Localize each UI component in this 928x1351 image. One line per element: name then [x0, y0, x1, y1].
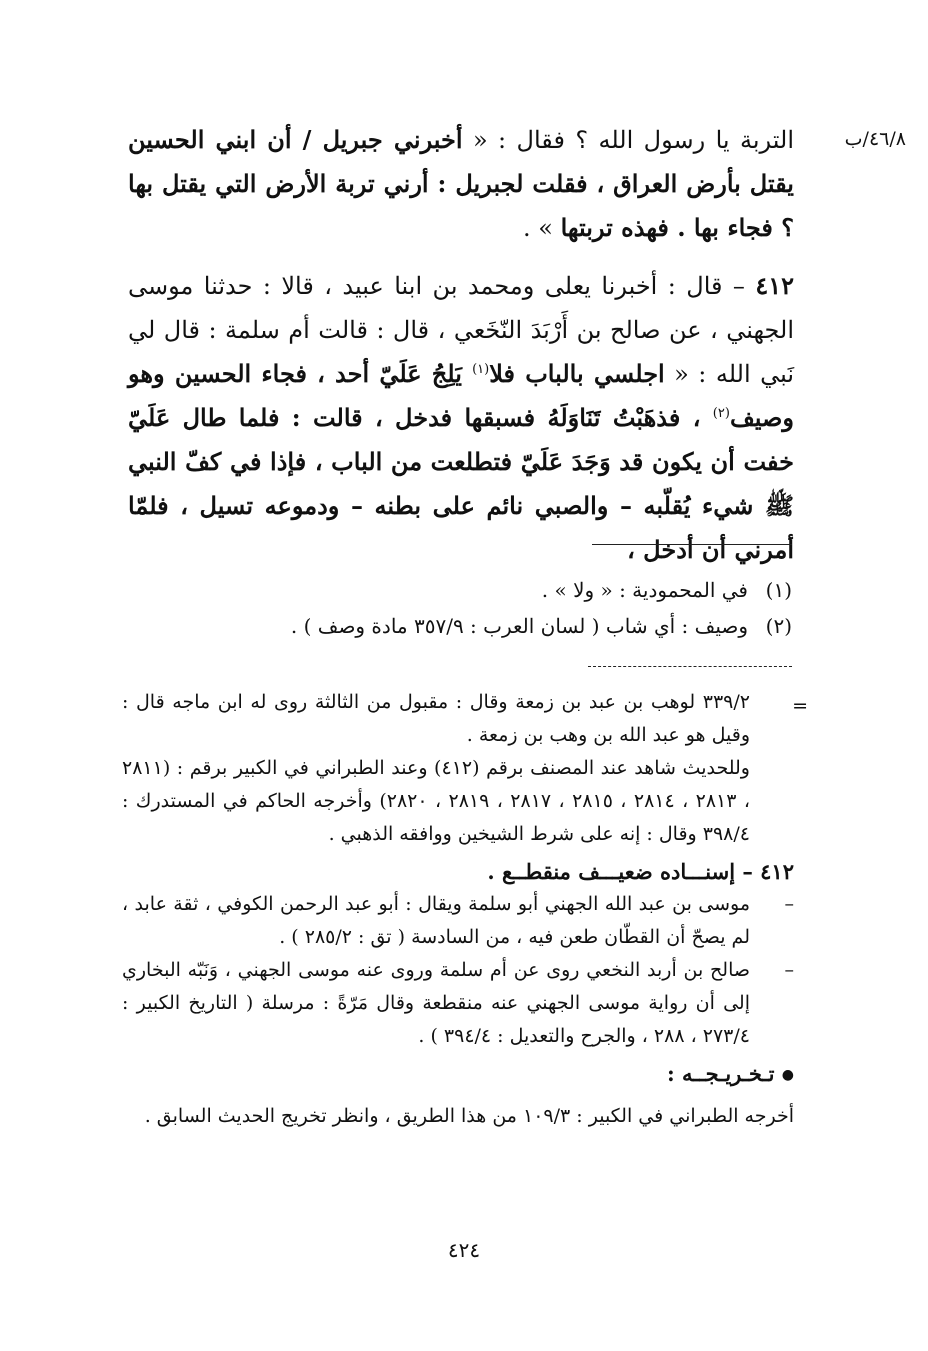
hadith-matn-part2: يَلِجُ عَلَيّ أحد ، فجاء الحسين وهو وصيف: [128, 359, 794, 432]
main-text: [128, 118, 794, 572]
notes-separator: [588, 666, 792, 667]
narrator-note-1-text: موسى بن عبد الله الجهني أبو سلمة ويقال : أبو عبد الرحمن الكوفي ، ثقة عابد ، لم يصحّ أن القطّان طعن فيه ، من السادسة ( تق : ٢٨٥/٢ ) .: [122, 893, 750, 948]
footnote-1: [200, 572, 792, 608]
hadith-isnad: – قال : أخبرنا يعلى ومحمد بن ابنا عبيد ، قالا : حدثنا موسى الجهني ، عن صالح بن أَرْبَدَ النّخَعي ، قال : قالت أم سلمة : قال لي نَبي الله : «: [128, 272, 794, 388]
narrator-note-1: [122, 888, 794, 954]
hadith-number: ٤١٢: [755, 271, 794, 300]
footnote-2: [200, 608, 792, 644]
hadith-matn-part1: اجلسي بالباب فلا: [489, 359, 665, 388]
hadith-matn-part3: ، فذهَبْتُ تَنَاوَلَهُ فسبقها فدخل ، قالت : فلما طال عَلَيّ خفت أن يكون قد وَجَدَ عَلَيّ فتطلعت من الباب ، فإذا في كفّ النبي ﷺ شيء يُقلّبه – والصبي نائم على بطنه – ودموعه تسيل ، فلمّا أمرني أن أدخل ،: [128, 403, 794, 564]
notes-line-2: وللحديث شاهد عند المصنف برقم (٤١٢) وعند الطبراني في الكبير برقم : (٢٨١١ ، ٢٨١٣ ، ٢٨١٤ ، ٢٨١٥ ، ٢٨١٧ ، ٢٨١٩ ، ٢٨٢٠) وأخرجه الحاكم في المستدرك : ٣٩٨/٤ وقال : إنه على شرط الشيخين ووافقه الذهبي .: [122, 757, 751, 845]
footnote-ref-2[interactable]: (٢): [712, 406, 730, 421]
dash-mark: –: [784, 893, 794, 915]
dash-mark: –: [784, 959, 794, 981]
main-paragraph-1: [128, 118, 794, 250]
continuation-mark: =: [792, 695, 808, 717]
para1-end: » .: [523, 214, 561, 242]
takhrij-text: أخرجه الطبراني في الكبير : ١٠٩/٣ من هذا الطريق ، وانظر تخريج الحديث السابق .: [144, 1105, 794, 1127]
manuscript-folio-reference: ٤٦/٨/ب: [844, 128, 906, 150]
takhrij-heading-text: تـخـريـجــه :: [666, 1061, 775, 1086]
footnote-ref-1[interactable]: (١): [472, 362, 490, 377]
para1-quote: أخبرني جبريل / أن ابني الحسين يقتل بأرض العراق ، فقلت لجبريل : أرني تربة الأرض التي يقتل بها ؟ فجاء بها . فهذه تربتها: [128, 125, 794, 242]
para1-intro: التربة يا رسول الله ؟ فقال : «: [462, 126, 795, 154]
footnote-2-number: (٢): [765, 614, 792, 638]
narrator-note-2-text: صالح بن أربد النخعي روى عن أم سلمة وروى عنه موسى الجهني ، وَنَبّه البخاري إلى أن رواية موسى الجهني عنه منقطعة وقال مَرّةً : مرسلة ( التاريخ الكبير : ٢٧٣/٤ ، ٢٨٨ ، والجرح والتعديل : ٣٩٤/٤ ) .: [122, 959, 750, 1047]
footnote-2-text: وصيف : أي شاب ( لسان العرب : ٣٥٧/٩ مادة وصف ) .: [290, 614, 748, 638]
page-number: ٤٢٤: [447, 1238, 481, 1262]
narrator-note-2: [122, 954, 794, 1053]
editor-notes: [122, 686, 808, 1133]
footnote-1-text: في المحمودية : « ولا » .: [541, 578, 748, 602]
main-paragraph-2: [128, 264, 794, 572]
isnad-grade-heading: ٤١٢ – إسنـــاده ضعيـــف منقطــع .: [487, 859, 794, 884]
footnote-1-number: (١): [765, 578, 792, 602]
takhrij-heading: [122, 1057, 794, 1092]
bullet-dot-icon: ●: [781, 1067, 794, 1083]
notes-line-1: ٣٣٩/٢ لوهب بن عبد بن زمعة وقال : مقبول من الثالثة روى له ابن ماجه قال : وقيل هو عبد الله بن وهب بن زمعة .: [122, 691, 750, 746]
footnote-separator: [592, 544, 792, 545]
